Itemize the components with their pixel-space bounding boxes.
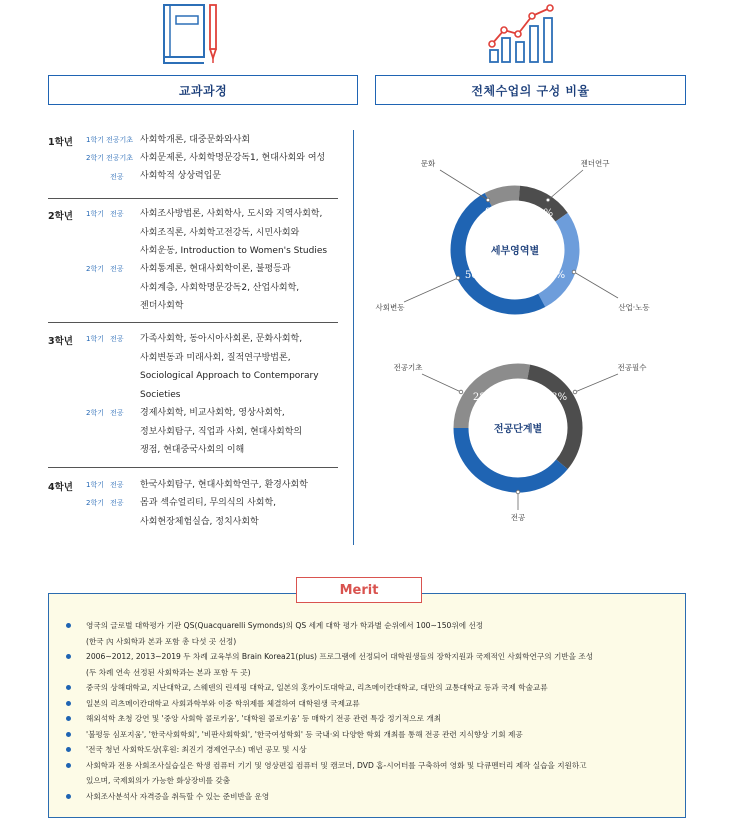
category-label: 전공기초 bbox=[106, 154, 134, 162]
category-label: 전공 bbox=[110, 173, 124, 181]
leader-dot bbox=[516, 490, 520, 494]
merit-text: 해외석학 초청 강연 및 '중앙 사회학 콜로키움', '대학원 콜로키움' 등 매학기 전공 관련 특강 정기적으로 개최 bbox=[86, 714, 442, 723]
leader-line bbox=[422, 374, 461, 392]
category-label: 전공 bbox=[110, 481, 124, 489]
course-list: 경제사회학, 비교사회학, 영상사회학, 정보사회탐구, 직업과 사회, 현대사회학의 쟁점, 현대중국사회의 이해 bbox=[140, 408, 303, 455]
chart-title: 전공단계별 bbox=[493, 424, 543, 435]
leader-dot bbox=[573, 390, 577, 394]
bullet-icon bbox=[66, 623, 71, 628]
merit-text: '불평등 심포지움', '한국사회학회', '비판사회학회', '한국여성학회' 등 국내·외 다양한 학회 개최를 통해 전공 관련 지식향상 기회 제공 bbox=[86, 729, 523, 739]
category-label: 전공 bbox=[110, 265, 124, 273]
category-label: 전공 bbox=[110, 409, 124, 417]
leader-line bbox=[404, 278, 458, 302]
category-label: 전공필수 bbox=[617, 363, 647, 372]
value-label: 33% bbox=[544, 392, 568, 403]
course-list: 사회조사방법론, 사회학사, 도시와 지역사회학, 사회조직론, 사회학고전강독, 시민사회와 사회운동, Introduction to Women's Studies bbox=[140, 209, 328, 256]
leader-line bbox=[574, 272, 618, 298]
category-label: 산업·노동 bbox=[618, 303, 650, 312]
category-label: 전공 bbox=[510, 513, 526, 522]
merit-text: (두 차례 연속 선정된 사회학과는 본과 포함 두 곳) bbox=[86, 667, 251, 677]
merit-item bbox=[62, 727, 677, 743]
value-label: 27% bbox=[542, 270, 566, 281]
leader-dot bbox=[572, 270, 576, 274]
donut-slice-1 bbox=[488, 193, 519, 200]
leader-dot bbox=[456, 276, 460, 280]
chart-icon bbox=[486, 2, 558, 66]
category-label: 문화 bbox=[420, 159, 436, 168]
leader-line bbox=[548, 170, 583, 200]
year-divider bbox=[48, 198, 338, 199]
merit-item bbox=[62, 789, 677, 805]
year-divider bbox=[48, 322, 338, 323]
merit-item bbox=[62, 742, 677, 758]
year-label: 3학년 bbox=[48, 336, 73, 347]
category-label: 전공 bbox=[110, 335, 124, 343]
term-label: 2학기 bbox=[86, 154, 104, 162]
bullet-icon bbox=[66, 747, 71, 752]
bullet-icon bbox=[66, 794, 71, 799]
year-block-3 bbox=[48, 330, 338, 460]
value-label: 39% bbox=[506, 467, 530, 478]
term-label: 1학기 bbox=[86, 481, 104, 489]
term-label: 1학기 bbox=[86, 136, 104, 144]
leader-dot bbox=[486, 198, 490, 202]
term-label: 2학기 bbox=[86, 409, 104, 417]
category-label: 사회변동 bbox=[375, 303, 405, 312]
merit-item bbox=[62, 758, 677, 789]
merit-item bbox=[62, 618, 677, 649]
year-block-2 bbox=[48, 205, 338, 315]
column-divider bbox=[353, 130, 354, 545]
merit-text: 영국의 글로벌 대학평가 기관 QS(Quacquarelli Symonds)의 QS 세계 대학 평가 학과별 순위에서 100~150위에 선정 bbox=[86, 621, 484, 630]
course-list: 사회학개론, 대중문화와사회 bbox=[140, 135, 251, 145]
bullet-icon bbox=[66, 654, 71, 659]
term-label: 1학기 bbox=[86, 335, 104, 343]
term-label: 1학기 bbox=[86, 210, 104, 218]
year-label: 4학년 bbox=[48, 482, 73, 493]
merit-text: 중국의 상해대학교, 지난대학교, 스웨덴의 린셰핑 대학교, 일본의 홋카이도대학교, 리츠메이칸대학교, 대만의 교통대학교 등과 국제 학술교류 bbox=[86, 683, 548, 692]
composition-header: 전체수업의 구성 비율 bbox=[375, 75, 686, 105]
chart-title: 세부영역별 bbox=[490, 246, 540, 257]
leader-dot bbox=[459, 390, 463, 394]
bullet-icon bbox=[66, 716, 71, 721]
value-label: 50% bbox=[464, 270, 488, 281]
category-label: 전공 bbox=[110, 210, 124, 218]
merit-item bbox=[62, 649, 677, 680]
bullet-icon bbox=[66, 701, 71, 706]
merit-text: 사회학과 전용 사회조사실습실은 학생 컴퓨터 기기 및 영상편집 컴퓨터 및 캠코더, DVD 홈-시어터를 구축하여 영화 및 다큐멘터리 제작 실습을 지원하고 bbox=[86, 760, 587, 770]
category-label: 젠더연구 bbox=[580, 159, 610, 168]
term-label: 2학기 bbox=[86, 499, 104, 507]
donut-slice-3 bbox=[542, 217, 572, 300]
merit-item bbox=[62, 680, 677, 696]
leader-line bbox=[440, 170, 488, 200]
year-label: 2학년 bbox=[48, 211, 73, 222]
merit-text: 있으며, 국제회의가 가능한 화상장비를 갖춤 bbox=[86, 776, 231, 785]
course-list: 사회통계론, 현대사회학이론, 불평등과 사회계층, 사회학명문강독2, 산업사회학, 젠더사회학 bbox=[140, 264, 300, 311]
merit-item bbox=[62, 711, 677, 727]
merit-text: 사회조사분석사 자격증을 취득할 수 있는 준비반을 운영 bbox=[86, 791, 270, 801]
bullet-icon bbox=[66, 763, 71, 768]
merit-text: 일본의 리츠메이칸대학교 사회과학부와 이중 학위제를 체결하여 대학원생 국제교류 bbox=[86, 698, 360, 708]
composition-charts bbox=[360, 130, 730, 550]
year-block-4 bbox=[48, 476, 338, 536]
term-label: 2학기 bbox=[86, 265, 104, 273]
curriculum-header: 교과과정 bbox=[48, 75, 358, 105]
bullet-icon bbox=[66, 685, 71, 690]
value-label: 14% bbox=[530, 208, 554, 219]
course-list: 한국사회탐구, 현대사회학연구, 환경사회학 bbox=[140, 480, 308, 490]
merit-text: (한국 內 사회학과 본과 포함 총 다섯 곳 선정) bbox=[86, 636, 237, 646]
course-list: 사회학적 상상력입문 bbox=[140, 171, 222, 181]
leader-dot bbox=[546, 198, 550, 202]
year-divider bbox=[48, 467, 338, 468]
merit-text: '전국 청년 사회학도상(후원: 최진기 경제연구소) 매년 공모 및 시상 bbox=[86, 745, 307, 754]
category-label: 전공기초 bbox=[106, 136, 134, 144]
course-list: 사회문제론, 사회학명문강독1, 현대사회와 여성 bbox=[140, 153, 326, 163]
merit-text: 2006~2012, 2013~2019 두 차례 교육부의 Brain Korea21(plus) 프로그램에 선정되어 대학원생들의 장학지원과 국제적인 사회학연구의 기반을 조성 bbox=[86, 652, 594, 661]
bullet-icon bbox=[66, 732, 71, 737]
category-label: 전공기초 bbox=[393, 363, 423, 372]
leader-line bbox=[575, 374, 618, 392]
donut-slice-2 bbox=[529, 372, 575, 464]
value-label: 28% bbox=[472, 392, 496, 403]
merit-item bbox=[62, 696, 677, 712]
year-label: 1학년 bbox=[48, 137, 73, 148]
book-icon bbox=[158, 2, 228, 66]
course-list: 가족사회학, 동아시아사회론, 문화사회학, 사회변동과 미래사회, 질적연구방법론, Sociological Approach to Contemporary Societies bbox=[140, 334, 319, 400]
value-label: 9% bbox=[485, 207, 501, 218]
merit-title: Merit bbox=[296, 577, 422, 603]
year-block-1 bbox=[48, 131, 338, 191]
course-list: 몸과 섹슈얼리티, 무의식의 사회학, 사회현장체험실습, 정치사회학 bbox=[140, 498, 277, 527]
category-label: 전공 bbox=[110, 499, 124, 507]
merit-list bbox=[62, 618, 677, 804]
